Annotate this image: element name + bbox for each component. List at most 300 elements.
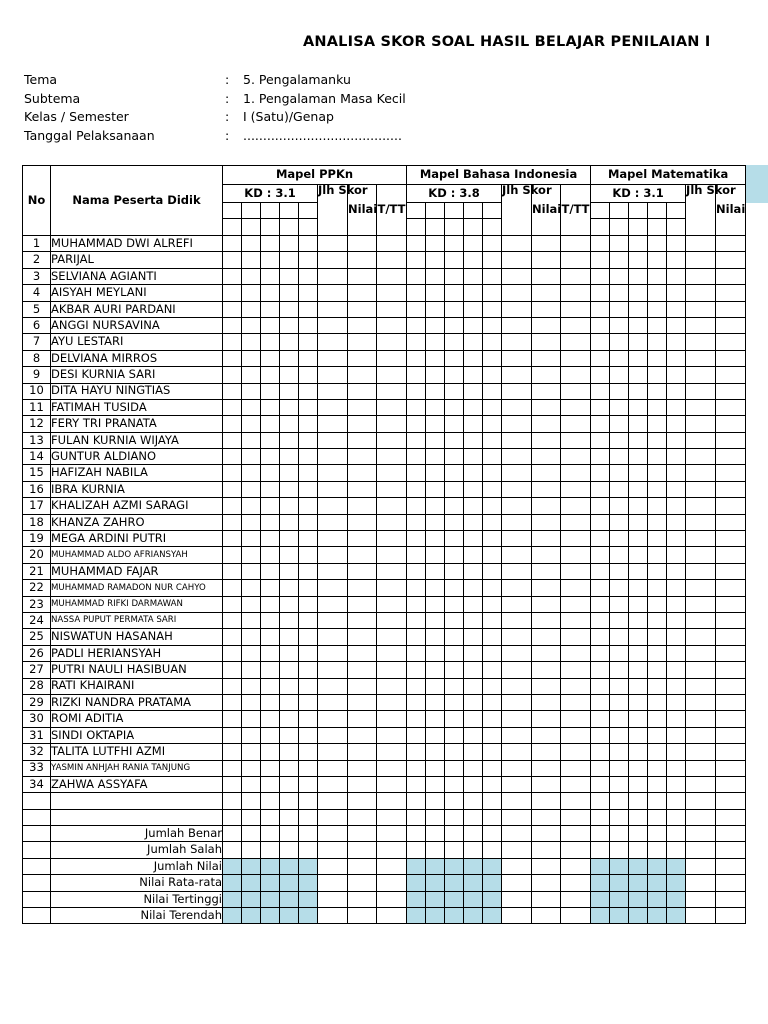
score-cell <box>591 727 610 743</box>
score-cell <box>426 694 445 710</box>
score-cell <box>610 744 629 760</box>
score-cell <box>532 367 561 383</box>
student-row <box>23 350 746 366</box>
score-cell <box>377 694 407 710</box>
student-row <box>23 449 746 465</box>
score-cell <box>242 449 261 465</box>
score-cell <box>223 662 242 678</box>
score-cell <box>561 662 591 678</box>
score-cell <box>426 760 445 776</box>
score-cell <box>242 317 261 333</box>
score-cell <box>716 350 746 366</box>
score-cell <box>242 498 261 514</box>
score-cell <box>407 285 426 301</box>
score-cell <box>483 449 502 465</box>
score-cell <box>348 760 377 776</box>
score-cell <box>591 432 610 448</box>
score-cell <box>426 678 445 694</box>
summary-cell <box>318 826 348 842</box>
score-cell <box>318 317 348 333</box>
score-cell <box>648 645 667 661</box>
meta-value: ........................................ <box>243 127 402 143</box>
student-no: 28 <box>23 678 51 694</box>
score-cell <box>648 596 667 612</box>
summary-cell <box>426 875 445 891</box>
score-cell <box>591 645 610 661</box>
score-cell <box>261 498 280 514</box>
score-cell <box>629 252 648 268</box>
score-cell <box>667 481 686 497</box>
score-cell <box>629 383 648 399</box>
student-row <box>23 547 746 563</box>
score-cell <box>464 531 483 547</box>
score-cell <box>648 498 667 514</box>
summary-cell <box>445 875 464 891</box>
score-cell <box>261 416 280 432</box>
summary-cell <box>348 891 377 907</box>
score-cell <box>716 449 746 465</box>
score-cell <box>483 563 502 579</box>
score-cell <box>667 236 686 252</box>
score-cell <box>223 334 242 350</box>
score-cell <box>610 760 629 776</box>
score-cell <box>610 662 629 678</box>
score-cell <box>667 612 686 628</box>
score-cell <box>610 596 629 612</box>
score-cell <box>223 563 242 579</box>
score-cell <box>610 629 629 645</box>
score-cell <box>648 236 667 252</box>
score-cell <box>502 252 532 268</box>
score-cell <box>483 662 502 678</box>
score-cell <box>445 760 464 776</box>
score-cell <box>318 776 348 792</box>
summary-cell <box>318 908 348 924</box>
student-name: ROMI ADITIA <box>51 711 223 727</box>
score-cell <box>426 514 445 530</box>
score-cell <box>648 317 667 333</box>
score-cell <box>223 694 242 710</box>
score-cell <box>377 416 407 432</box>
score-cell <box>716 531 746 547</box>
score-cell <box>299 514 318 530</box>
score-cell <box>261 662 280 678</box>
summary-cell <box>483 858 502 874</box>
score-cell <box>445 399 464 415</box>
score-cell <box>223 760 242 776</box>
score-cell <box>280 596 299 612</box>
score-cell <box>483 350 502 366</box>
summary-cell <box>377 842 407 858</box>
score-cell <box>464 367 483 383</box>
summary-label: Jumlah Nilai <box>51 858 223 874</box>
score-cell <box>648 678 667 694</box>
summary-cell <box>348 875 377 891</box>
summary-cell <box>348 908 377 924</box>
student-no: 5 <box>23 301 51 317</box>
blank-row <box>23 809 746 825</box>
score-cell <box>667 629 686 645</box>
meta-colon: : <box>225 109 230 124</box>
score-cell <box>610 547 629 563</box>
score-cell <box>716 383 746 399</box>
score-cell <box>377 612 407 628</box>
score-cell <box>426 317 445 333</box>
score-cell <box>407 645 426 661</box>
score-cell <box>483 645 502 661</box>
score-cell <box>502 498 532 514</box>
summary-cell <box>561 842 591 858</box>
score-cell <box>629 580 648 596</box>
score-cell <box>261 760 280 776</box>
score-cell <box>299 744 318 760</box>
summary-cell <box>223 826 242 842</box>
score-cell <box>280 334 299 350</box>
score-cell <box>426 465 445 481</box>
summary-cell <box>299 842 318 858</box>
score-cell <box>426 580 445 596</box>
score-cell <box>445 629 464 645</box>
score-cell <box>716 744 746 760</box>
subject-matematika-header: Mapel Matematika <box>591 166 746 185</box>
score-cell <box>667 580 686 596</box>
student-no: 19 <box>23 531 51 547</box>
summary-cell <box>407 826 426 842</box>
score-cell <box>299 399 318 415</box>
student-row <box>23 252 746 268</box>
score-cell <box>610 399 629 415</box>
summary-cell <box>667 875 686 891</box>
score-cell <box>348 744 377 760</box>
student-name: NISWATUN HASANAH <box>51 629 223 645</box>
score-cell <box>377 285 407 301</box>
summary-row <box>23 842 746 858</box>
score-cell <box>483 711 502 727</box>
summary-cell <box>532 908 561 924</box>
score-cell <box>629 694 648 710</box>
score-cell <box>348 776 377 792</box>
score-cell <box>299 432 318 448</box>
ttt-ppkn-header: T/TT <box>377 185 407 236</box>
score-cell <box>716 236 746 252</box>
score-cell <box>318 531 348 547</box>
score-cell <box>483 465 502 481</box>
score-cell <box>648 399 667 415</box>
score-cell <box>223 776 242 792</box>
score-cell <box>407 678 426 694</box>
score-cell <box>299 547 318 563</box>
summary-cell <box>261 891 280 907</box>
score-cell <box>591 449 610 465</box>
score-cell <box>502 776 532 792</box>
student-row <box>23 465 746 481</box>
score-cell <box>445 481 464 497</box>
score-cell <box>561 678 591 694</box>
score-cell <box>686 383 716 399</box>
score-cell <box>591 612 610 628</box>
score-cell <box>377 727 407 743</box>
score-cell <box>610 367 629 383</box>
score-cell <box>716 776 746 792</box>
score-cell <box>280 498 299 514</box>
score-cell <box>648 760 667 776</box>
score-cell <box>716 629 746 645</box>
summary-cell <box>299 826 318 842</box>
score-cell <box>377 629 407 645</box>
score-cell <box>610 416 629 432</box>
student-no: 3 <box>23 268 51 284</box>
score-cell <box>407 694 426 710</box>
score-cell <box>242 514 261 530</box>
student-name: IBRA KURNIA <box>51 481 223 497</box>
score-cell <box>667 662 686 678</box>
score-cell <box>502 301 532 317</box>
score-cell <box>318 514 348 530</box>
summary-cell <box>223 891 242 907</box>
score-cell <box>591 694 610 710</box>
score-cell <box>629 268 648 284</box>
score-cell <box>464 334 483 350</box>
score-cell <box>532 727 561 743</box>
meta-colon: : <box>225 127 230 143</box>
score-cell <box>483 317 502 333</box>
score-cell <box>377 317 407 333</box>
score-cell <box>223 465 242 481</box>
score-cell <box>532 612 561 628</box>
score-cell <box>426 399 445 415</box>
summary-cell <box>464 842 483 858</box>
score-cell <box>223 580 242 596</box>
score-cell <box>591 498 610 514</box>
score-cell <box>445 268 464 284</box>
summary-cell <box>502 842 532 858</box>
student-row <box>23 596 746 612</box>
score-cell <box>223 416 242 432</box>
score-cell <box>464 744 483 760</box>
score-cell <box>348 350 377 366</box>
score-cell <box>318 252 348 268</box>
score-cell <box>445 301 464 317</box>
score-cell <box>610 465 629 481</box>
score-cell <box>483 760 502 776</box>
score-cell <box>242 645 261 661</box>
score-cell <box>648 612 667 628</box>
score-cell <box>648 514 667 530</box>
summary-cell <box>223 858 242 874</box>
page-title: ANALISA SKOR SOAL HASIL BELAJAR PENILAIAN I <box>303 34 711 50</box>
score-cell <box>629 416 648 432</box>
summary-cell <box>445 908 464 924</box>
score-cell <box>261 465 280 481</box>
score-cell <box>299 252 318 268</box>
score-cell <box>464 481 483 497</box>
score-cell <box>610 285 629 301</box>
score-cell <box>483 727 502 743</box>
score-cell <box>483 285 502 301</box>
score-cell <box>464 694 483 710</box>
score-cell <box>261 645 280 661</box>
score-cell <box>561 711 591 727</box>
score-cell <box>532 531 561 547</box>
summary-cell <box>223 875 242 891</box>
student-name: FULAN KURNIA WIJAYA <box>51 432 223 448</box>
score-cell <box>377 481 407 497</box>
score-cell <box>280 481 299 497</box>
score-cell <box>261 285 280 301</box>
summary-cell <box>629 875 648 891</box>
score-cell <box>242 727 261 743</box>
score-cell <box>318 383 348 399</box>
summary-cell <box>591 858 610 874</box>
score-cell <box>686 301 716 317</box>
student-name: MUHAMMAD DWI ALREFI <box>51 236 223 252</box>
score-cell <box>610 711 629 727</box>
score-cell <box>532 596 561 612</box>
score-cell <box>648 776 667 792</box>
score-cell <box>648 465 667 481</box>
score-cell <box>261 268 280 284</box>
score-cell <box>445 252 464 268</box>
score-cell <box>591 481 610 497</box>
summary-cell <box>464 858 483 874</box>
summary-cell <box>426 908 445 924</box>
score-cell <box>591 776 610 792</box>
score-cell <box>464 776 483 792</box>
score-cell <box>464 399 483 415</box>
student-name: DITA HAYU NINGTIAS <box>51 383 223 399</box>
score-cell <box>591 563 610 579</box>
score-cell <box>407 711 426 727</box>
score-cell <box>667 760 686 776</box>
jlh-skor-ppkn-header: Jlh Skor <box>318 185 348 236</box>
summary-cell <box>648 875 667 891</box>
score-cell <box>483 334 502 350</box>
summary-cell <box>280 891 299 907</box>
score-cell <box>629 596 648 612</box>
score-cell <box>261 252 280 268</box>
summary-row <box>23 875 746 891</box>
score-cell <box>223 678 242 694</box>
student-no: 4 <box>23 285 51 301</box>
score-cell <box>686 547 716 563</box>
score-cell <box>532 662 561 678</box>
student-no: 21 <box>23 563 51 579</box>
score-cell <box>629 449 648 465</box>
score-cell <box>280 236 299 252</box>
summary-cell <box>280 842 299 858</box>
score-cell <box>261 744 280 760</box>
score-cell <box>299 285 318 301</box>
summary-cell <box>686 858 716 874</box>
score-cell <box>464 317 483 333</box>
subject-ppkn-header: Mapel PPKn <box>223 166 407 185</box>
student-row <box>23 744 746 760</box>
summary-label: Jumlah Benar <box>51 826 223 842</box>
summary-cell <box>377 875 407 891</box>
score-cell <box>242 547 261 563</box>
score-cell <box>407 612 426 628</box>
score-cell <box>242 236 261 252</box>
score-cell <box>667 334 686 350</box>
student-no: 27 <box>23 662 51 678</box>
score-cell <box>407 268 426 284</box>
score-cell <box>445 694 464 710</box>
score-cell <box>610 678 629 694</box>
score-cell <box>348 285 377 301</box>
summary-cell <box>407 858 426 874</box>
score-cell <box>464 301 483 317</box>
score-cell <box>407 334 426 350</box>
score-cell <box>407 744 426 760</box>
score-cell <box>532 432 561 448</box>
summary-cell <box>242 891 261 907</box>
summary-cell <box>667 908 686 924</box>
score-cell <box>686 481 716 497</box>
student-no: 30 <box>23 711 51 727</box>
score-cell <box>280 383 299 399</box>
score-cell <box>318 449 348 465</box>
student-row <box>23 285 746 301</box>
score-cell <box>348 514 377 530</box>
nilai-ppkn-header: Nilai <box>348 185 377 236</box>
score-cell <box>532 252 561 268</box>
score-cell <box>280 678 299 694</box>
score-cell <box>377 531 407 547</box>
score-cell <box>445 711 464 727</box>
student-no: 1 <box>23 236 51 252</box>
score-cell <box>561 727 591 743</box>
score-cell <box>348 481 377 497</box>
jlh-skor-bahasa-header: Jlh Skor <box>502 185 532 236</box>
score-cell <box>348 399 377 415</box>
score-cell <box>483 744 502 760</box>
summary-cell <box>591 891 610 907</box>
score-cell <box>299 416 318 432</box>
score-cell <box>629 563 648 579</box>
summary-cell <box>242 858 261 874</box>
student-no: 31 <box>23 727 51 743</box>
score-cell <box>502 236 532 252</box>
score-cell <box>483 383 502 399</box>
student-name: MUHAMMAD RAMADON NUR CAHYO <box>51 580 223 596</box>
score-cell <box>686 268 716 284</box>
score-cell <box>445 514 464 530</box>
score-cell <box>464 678 483 694</box>
score-cell <box>280 285 299 301</box>
score-cell <box>261 580 280 596</box>
summary-cell <box>591 908 610 924</box>
score-cell <box>716 760 746 776</box>
score-cell <box>648 744 667 760</box>
student-row <box>23 481 746 497</box>
score-cell <box>223 367 242 383</box>
score-cell <box>561 416 591 432</box>
score-cell <box>426 268 445 284</box>
summary-cell <box>667 842 686 858</box>
summary-cell <box>716 891 746 907</box>
student-no: 12 <box>23 416 51 432</box>
score-cell <box>426 629 445 645</box>
score-cell <box>445 563 464 579</box>
score-cell <box>648 563 667 579</box>
score-cell <box>445 334 464 350</box>
summary-cell <box>686 826 716 842</box>
score-cell <box>377 760 407 776</box>
score-cell <box>686 760 716 776</box>
score-cell <box>591 744 610 760</box>
score-cell <box>426 776 445 792</box>
score-cell <box>445 612 464 628</box>
